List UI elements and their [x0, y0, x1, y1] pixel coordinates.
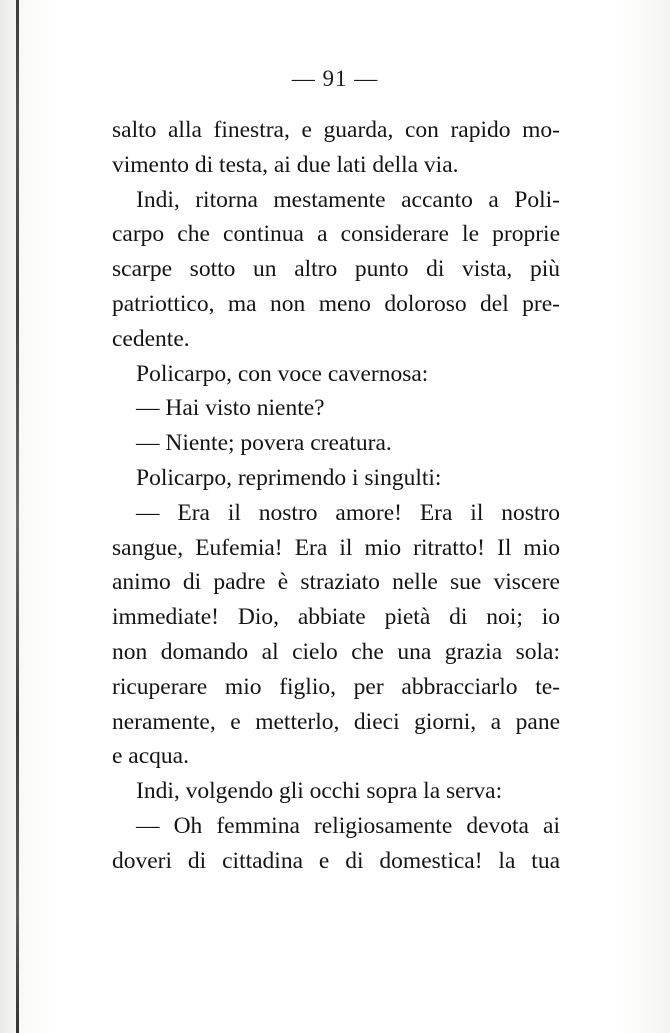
- text-line: carpo che continua a considerare le proprie: [112, 221, 560, 248]
- text-line: immediate! Dio, abbiate pietà di noi; io: [112, 604, 560, 631]
- text-line: — Era il nostro amore! Era il nostro: [136, 499, 560, 526]
- text-line: — Oh femmina religiosamente devota ai: [136, 812, 560, 839]
- text-line: e acqua.: [112, 743, 189, 770]
- text-line: non domando al cielo che una grazia sola:: [112, 638, 560, 665]
- text-line: Indi, ritorna mestamente accanto a Poli-: [136, 186, 560, 213]
- text-line: Policarpo, reprimendo i singulti:: [136, 464, 442, 491]
- text-line: Policarpo, con voce cavernosa:: [136, 360, 429, 387]
- binding-edge: [16, 0, 19, 1033]
- text-line: — Niente; povera creatura.: [136, 430, 392, 457]
- text-line: animo di padre è straziato nelle sue viscere: [112, 569, 560, 596]
- text-line: ricuperare mio figlio, per abbracciarlo te-: [112, 673, 560, 700]
- text-line: patriottico, ma non meno doloroso del pre-: [112, 290, 560, 317]
- text-line: cedente.: [112, 325, 190, 352]
- text-line: salto alla finestra, e guarda, con rapido mo-: [112, 117, 560, 143]
- page-number: — 91 —: [291, 66, 379, 91]
- text-line: Indi, volgendo gli occhi sopra la serva:: [136, 778, 503, 805]
- text-line: sangue, Eufemia! Era il mio ritratto! Il mio: [112, 534, 560, 561]
- text-line: neramente, e metterlo, dieci giorni, a pane: [112, 708, 560, 735]
- binding-shadow: [0, 0, 16, 1033]
- body-text: [112, 113, 560, 879]
- text-line: doveri di cittadina e di domestica! la tua: [112, 847, 560, 874]
- text-line: scarpe sotto un altro punto di vista, più: [112, 256, 560, 283]
- text-line: vimento di testa, ai due lati della via.: [112, 151, 459, 178]
- text-line: — Hai visto niente?: [136, 395, 325, 422]
